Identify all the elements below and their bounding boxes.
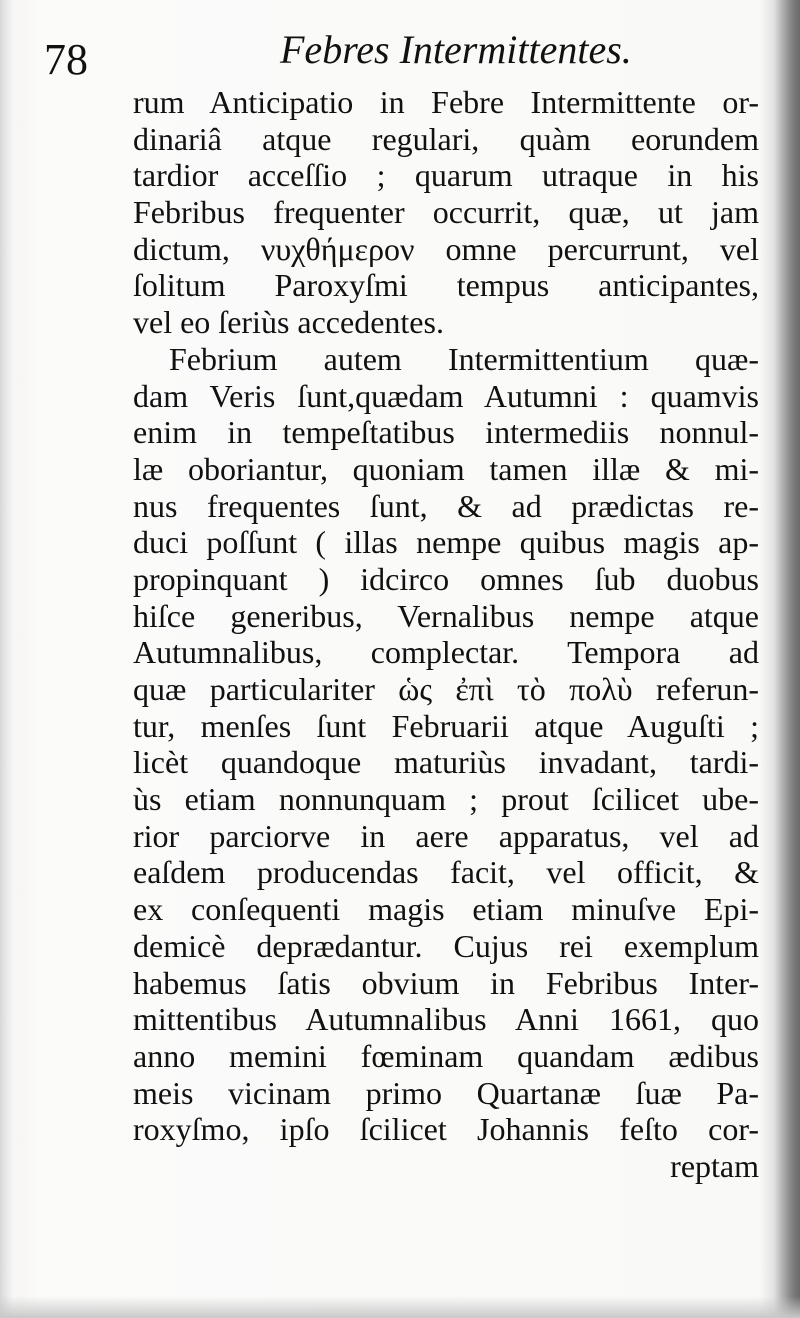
text-line: dam Veris ſunt,quædam Autumni : quamvis <box>133 377 759 414</box>
text-line: eaſdem producendas facit, vel officit, & <box>133 854 759 891</box>
page-edge-shadow <box>774 0 800 1318</box>
text-line: rum Anticipatio in Febre Intermittente or- <box>133 84 759 120</box>
text-line: Autumnalibus, complectar. Tempora ad <box>133 634 759 671</box>
text-line: ùs etiam nonnunquam ; prout ſcilicet ube- <box>133 781 759 818</box>
text-line: anno memini fœminam quandam ædibus <box>133 1037 759 1074</box>
text-line: enim in tempeſtatibus intermediis nonnul- <box>133 414 759 451</box>
page-gutter-shadow <box>0 0 14 1318</box>
text-line: nus frequentes ſunt, & ad prædictas re- <box>133 487 759 524</box>
text-line: rior parciorve in aere apparatus, vel ad <box>133 817 759 854</box>
page-number: 78 <box>44 35 88 84</box>
text-line: demicè deprædantur. Cujus rei exemplum <box>133 927 759 964</box>
text-line: vel eo ſeriùs accedentes. <box>133 304 444 341</box>
text-line: tardior acceſſio ; quarum utraque in his <box>133 157 759 194</box>
text-line: dictum, νυχθήμερον omne percurrunt, vel <box>133 230 759 267</box>
paragraph-first-line: Febrium autem Intermittentium quæ- <box>169 340 759 377</box>
text-line: Febribus frequenter occurrit, quæ, ut jam <box>133 194 759 231</box>
text-line: licèt quandoque maturiùs invadant, tardi- <box>133 744 759 781</box>
text-line: meis vicinam primo Quartanæ ſuæ Pa- <box>133 1074 759 1111</box>
body-text <box>133 84 759 1185</box>
text-line: tur, menſes ſunt Februarii atque Auguſti ; <box>133 707 759 744</box>
text-line: mittentibus Autumnalibus Anni 1661, quo <box>133 1001 759 1038</box>
text-line: habemus ſatis obvium in Febribus Inter- <box>133 964 759 1001</box>
text-line: læ oboriantur, quoniam tamen illæ & mi- <box>133 450 759 487</box>
text-line: roxyſmo, ipſo ſcilicet Johannis feſto cor- <box>133 1111 759 1148</box>
text-line: ſolitum Paroxyſmi tempus anticipantes, <box>133 267 759 304</box>
running-head: Febres Intermittentes. <box>280 27 632 72</box>
text-line: dinariâ atque regulari, quàm eorundem <box>133 120 759 157</box>
text-line: propinquant ) idcirco omnes ſub duobus <box>133 560 759 597</box>
text-line: ex conſequenti magis etiam minuſve Epi- <box>133 891 759 928</box>
text-line: quæ particulariter ὡς ἐπὶ τὸ πολὺ referun- <box>133 671 759 707</box>
catchword-line: reptam <box>670 1147 759 1184</box>
text-line: duci poſſunt ( illas nempe quibus magis ap- <box>133 524 759 561</box>
text-line: hiſce generibus, Vernalibus nempe atque <box>133 597 759 634</box>
page-bottom-edge <box>0 1296 800 1318</box>
